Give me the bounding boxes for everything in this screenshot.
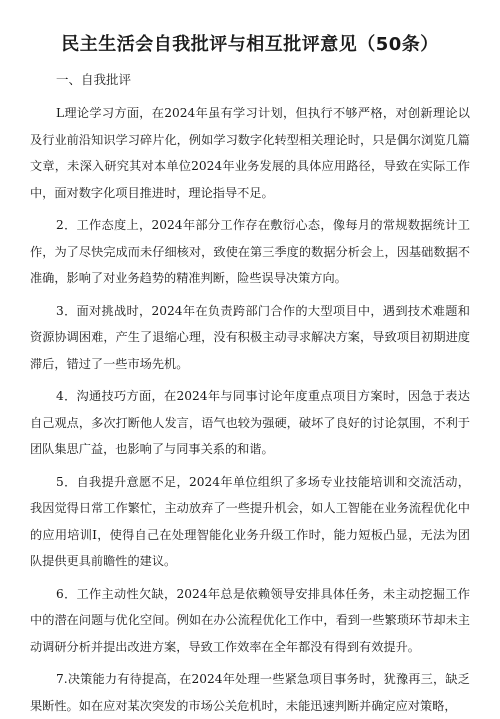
paragraph-1: L理论学习方面，在2024年虽有学习计划，但执行不够严格，对创新理论以及行业前沿知识学习碎片化，例如学习数字化转型相关理论时，只是偶尔浏览几篇文章，未深入研究其对本单位2024年业务发展的具体应用路径，导致在实际工作中，面对数字化项目推进时，理论指导不足。 [30, 106, 470, 200]
paragraph-2: 2．工作态度上，2024年部分工作存在敷衍心态，像每月的常规数据统计工作，为了尽快完成而未仔细核对，致使在第三季度的数据分析会上，因基础数据不准确，影响了对业务趋势的精准判断，险些误导决策方向。 [30, 218, 470, 285]
paragraph-5: 5．自我提升意愿不足，2024年单位组织了多场专业技能培训和交流活动，我因觉得日常工作繁忙，主动放弃了一些提升机会，如人工智能在业务流程优化中的应用培训I，使得自己在处理智能化业务升级工作时，能力短板凸显，无法为团队提供更具前瞻性的建议。 [30, 474, 470, 568]
section-heading: 一、自我批评 [56, 72, 132, 87]
paragraph-7: 7.决策能力有待提高，在2024年处理一些紧急项目事务时，犹豫再三，缺乏果断性。如在应对某次突发的市场公关危机时，未能迅速判断并确定应对策略， [30, 672, 470, 713]
document-title: 民主生活会自我批评与相互批评意见（50条） [61, 34, 439, 55]
paragraph-6: 6．工作主动性欠缺，2024年总是依赖领导安排具体任务，未主动挖掘工作中的潜在问题与优化空间。例如在办公流程优化工作中，看到一些繁琐环节却未主动调研分析并提出改进方案，导致工作效率在全年都没有得到有效提升。 [30, 586, 470, 654]
paragraph-4: 4．沟通技巧方面，在2024年与同事讨论年度重点项目方案时，因急于表达自己观点，多次打断他人发言，语气也较为强硬，破坏了良好的讨论氛围，不利于团队集思广益，也影响了与同事关系的和谐。 [30, 389, 470, 456]
paragraph-3: 3．面对挑战时，2024年在负责跨部门合作的大型项目中，遇到技术难题和资源协调困难，产生了退缩心理，没有积极主动寻求解决方案，导致项目初期进度滞后，错过了一些市场先机。 [30, 303, 470, 371]
